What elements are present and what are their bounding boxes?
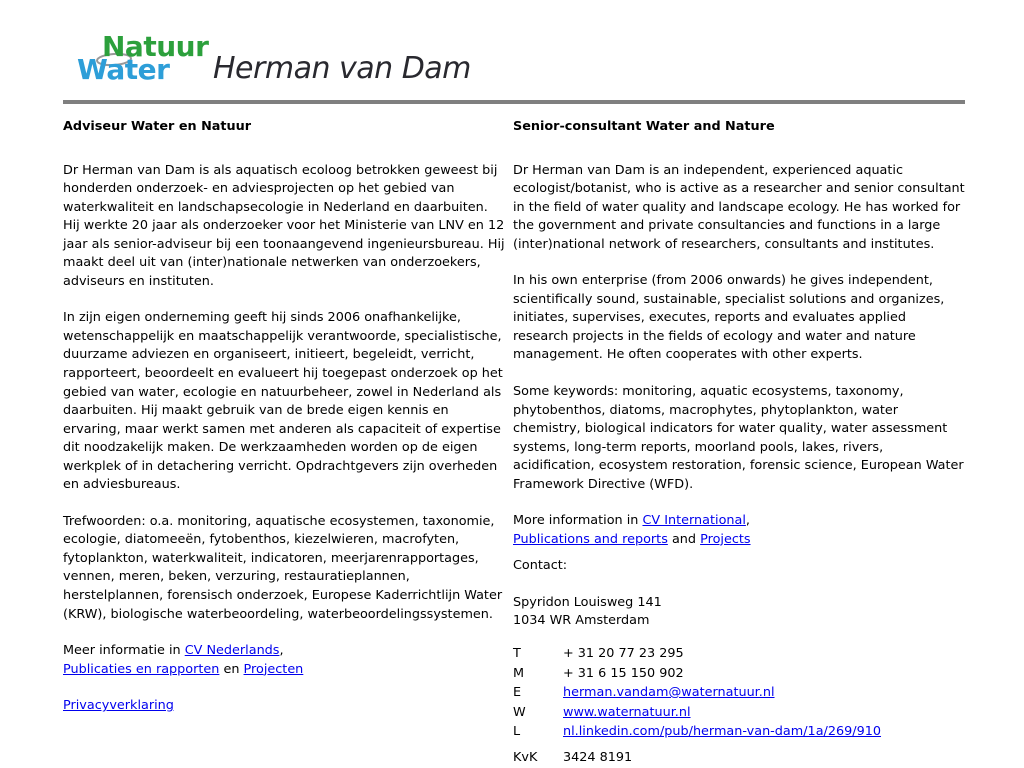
contact-row-phone bbox=[513, 644, 965, 664]
dutch-paragraph-keywords: Trefwoorden: o.a. monitoring, aquatische ecosystemen, taxonomie, ecologie, diatomeeën, fytobenthos, kiezelwieren, macrofyten, fytoplankton, waterkwaliteit, indicatoren, meerjarenrapportages, vennen, meren, beken, verzuring, restauratieplannen, herstelplannen, forensisch onderzoek, Europese Kaderrichtlijn Water (KRW), biologische waterbeoordeling, waterbeoordelingssystemen. bbox=[63, 513, 503, 622]
contact-row-email bbox=[513, 683, 965, 703]
contact-row-linkedin bbox=[513, 722, 965, 742]
contact-table bbox=[513, 644, 965, 767]
projects-link[interactable]: Projects bbox=[700, 531, 751, 547]
postal-address bbox=[513, 594, 965, 631]
contact-row-mobile bbox=[513, 664, 965, 684]
conjunction: and bbox=[671, 531, 697, 547]
english-paragraph-enterprise: In his own enterprise (from 2006 onwards) he gives independent, scientifically sound, sustainable, specialist solutions and organizes, initiates, supervises, executes, reports and evaluates applied research projects in the fields of ecology and water and nature management. He often cooperates with other experts. bbox=[513, 273, 945, 363]
cv-international-link[interactable]: CV International bbox=[642, 513, 746, 529]
english-heading: Senior-consultant Water and Nature bbox=[513, 119, 775, 134]
contact-heading: Contact: bbox=[513, 558, 568, 574]
dutch-paragraph-enterprise: In zijn eigen onderneming geeft hij sinds 2006 onafhankelijke, wetenschappelijk en maatschappelijk verantwoorde, specialistische, duurzame adviezen en organiseert, initieert, begeleidt, verricht, rapporteert, beoordeelt en evalueert hij toegepast onderzoek op het gebied van water, ecologie en natuurbeheer, zowel in Nederland als daarbuiten. Hij maakt gebruik van de brede eigen kennis en ervaring, maar werkt samen met anderen als capaciteit of expertise dit noodzakelijk maken. De werkzaamheden worden op de eigen werkplek of in detachering verricht. Opdrachtgevers zijn overheden en adviesbureaus. bbox=[63, 310, 503, 493]
linkedin-link[interactable]: nl.linkedin.com/pub/herman-van-dam/1a/269/910 bbox=[563, 724, 882, 740]
dutch-paragraph-bio: Dr Herman van Dam is als aquatisch ecoloog betrokken geweest bij honderden onderzoek- en adviesprojecten op het gebied van waterkwaliteit en landschapsecologie in Nederland en daarbuiten. Hij werkte 20 jaar als onderzoeker voor het Ministerie van LNV en 12 jaar als senior-adviseur bij een toonaangevend ingenieursbureau. Hij maakt deel uit van (inter)nationale netwerken van onderzoekers, adviseurs en instituten. bbox=[63, 162, 505, 289]
more-info-intro: Meer informatie in bbox=[63, 643, 181, 659]
address-city: 1034 WR Amsterdam bbox=[513, 613, 650, 629]
more-info-intro: More information in bbox=[513, 513, 639, 529]
kvk-number: 3424 8191 bbox=[563, 749, 633, 765]
english-more-info bbox=[513, 512, 965, 549]
english-column bbox=[513, 113, 965, 767]
email-link[interactable]: herman.vandam@waternatuur.nl bbox=[563, 685, 775, 701]
contact-label-kvk: KvK bbox=[513, 749, 538, 765]
mobile-number: + 31 6 15 150 902 bbox=[563, 665, 684, 681]
publicaties-en-rapporten-link[interactable]: Publicaties en rapporten bbox=[63, 661, 220, 677]
conjunction: en bbox=[223, 661, 240, 677]
logo-person-name: Herman van Dam bbox=[213, 51, 471, 86]
english-paragraph-bio: Dr Herman van Dam is an independent, experienced aquatic ecologist/botanist, who is active as a researcher and senior consultant in the field of water quality and landscape ecology. He has worked for the government and private consultancies and functions in a large (inter)national network of researchers, consultants and institutes. bbox=[513, 162, 965, 252]
contact-row-kvk bbox=[513, 748, 965, 768]
projecten-link[interactable]: Projecten bbox=[243, 661, 304, 677]
contact-label-mobile: M bbox=[513, 665, 525, 681]
dutch-column bbox=[63, 113, 505, 767]
contact-row-website bbox=[513, 703, 965, 723]
comma: , bbox=[745, 513, 750, 529]
comma: , bbox=[279, 643, 284, 659]
privacyverklaring-link[interactable]: Privacyverklaring bbox=[63, 698, 174, 714]
logo-natuur-text: Natuur bbox=[102, 30, 209, 63]
contact-label-website: W bbox=[513, 704, 526, 720]
phone-number: + 31 20 77 23 295 bbox=[563, 646, 684, 662]
dutch-heading: Adviseur Water en Natuur bbox=[63, 119, 252, 134]
contact-label-linkedin: L bbox=[513, 724, 521, 740]
main-content bbox=[63, 113, 965, 767]
privacy-line bbox=[63, 697, 505, 716]
dutch-more-info bbox=[63, 642, 505, 679]
cv-nederlands-link[interactable]: CV Nederlands bbox=[184, 643, 280, 659]
contact-label-phone: T bbox=[513, 646, 521, 662]
website-link[interactable]: www.waternatuur.nl bbox=[563, 704, 691, 720]
contact-label-email: E bbox=[513, 685, 522, 701]
logo-water-text: Water bbox=[77, 53, 170, 86]
publications-and-reports-link[interactable]: Publications and reports bbox=[513, 531, 668, 547]
english-paragraph-keywords: Some keywords: monitoring, aquatic ecosystems, taxonomy, phytobenthos, diatoms, macrophytes, phytoplankton, water chemistry, biological indicators for water quality, water assessment systems, long-term reports, moorland pools, lakes, rivers, acidification, ecosystem restoration, forensic science, European Water Framework Directive (WFD). bbox=[513, 384, 964, 492]
header-divider bbox=[63, 100, 965, 104]
address-street: Spyridon Louisweg 141 bbox=[513, 594, 662, 610]
